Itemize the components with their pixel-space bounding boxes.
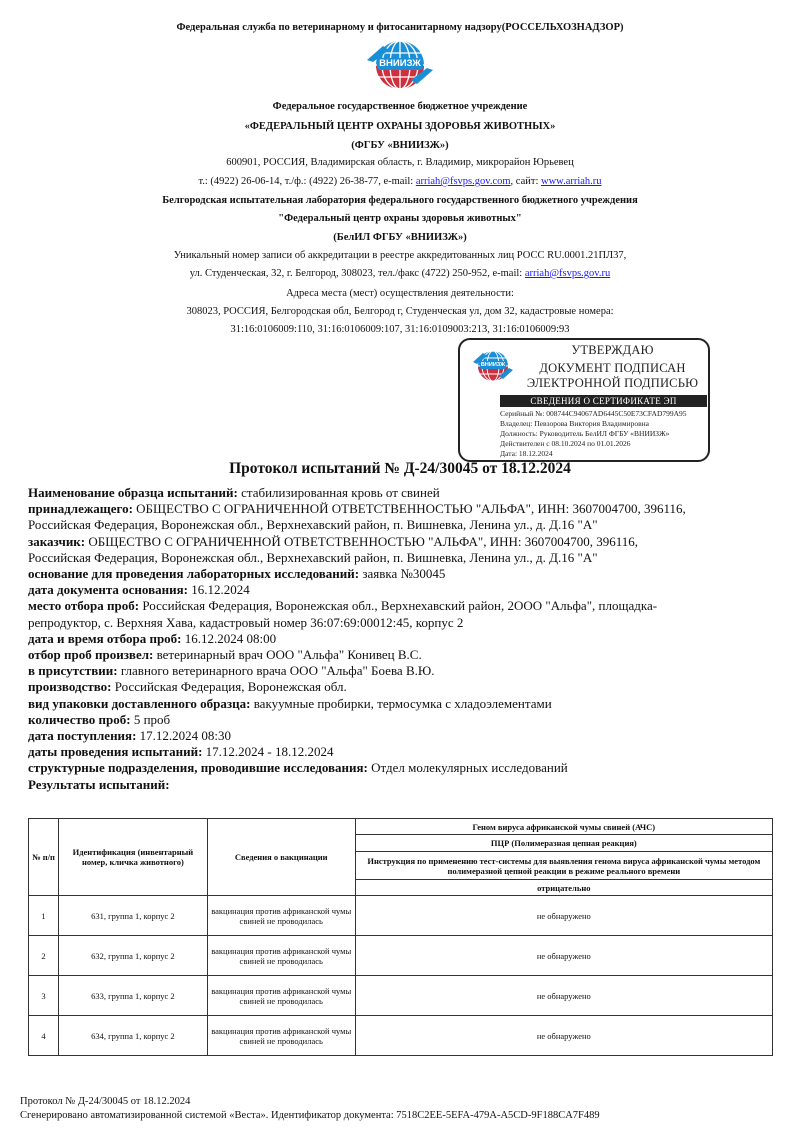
field-production: [28, 679, 788, 695]
field-label: производство:: [28, 679, 112, 695]
email-link[interactable]: arriah@fsvps.gov.com: [415, 176, 511, 187]
field-value: ОБЩЕСТВО С ОГРАНИЧЕННОЙ ОТВЕТСТВЕННОСТЬЮ "АЛЬФА", ИНН: 3607004700, 396116,: [85, 533, 638, 549]
stamp-signed-2: ЭЛЕКТРОННОЙ ПОДПИСЬЮ: [526, 376, 699, 390]
stamp-logo-text: ВНИИЗЖ: [480, 362, 506, 368]
table-row: [29, 936, 773, 976]
field-label: отбор проб произвел:: [28, 647, 154, 663]
field-value: заявка №30045: [359, 566, 446, 582]
lab-line-2: "Федеральный центр охраны здоровья животных": [278, 213, 522, 224]
field-label: количество проб:: [28, 711, 131, 727]
cell-result: не обнаружено: [355, 976, 772, 1016]
field-label: в присутствии:: [28, 663, 118, 679]
vniizh-logo: [363, 38, 437, 92]
stamp-logo: [472, 348, 514, 384]
results-heading: [28, 777, 788, 793]
stamp-signed-1: ДОКУМЕНТ ПОДПИСАН: [539, 361, 686, 375]
site-label: , сайт:: [510, 176, 541, 187]
field-label: даты проведения испытаний:: [28, 744, 203, 760]
signature-stamp: [458, 338, 710, 462]
table-row: [29, 976, 773, 1016]
field-owner-cont: Российская Федерация, Воронежская обл., Верхнехавский район, п. Вишневка, Ленина ул., д. Д.16 "А": [28, 517, 598, 533]
field-sampling-place: [28, 598, 788, 614]
col-header-norm: отрицательно: [355, 880, 772, 896]
field-label: структурные подразделения, проводившие исследования:: [28, 760, 368, 776]
agency-name: Федеральная служба по ветеринарному и фитосанитарному надзору(РОССЕЛЬХОЗНАДЗОР): [176, 22, 624, 33]
field-value: 17.12.2024 - 18.12.2024: [202, 744, 334, 760]
field-value: Российская Федерация, Воронежская обл., Верхнехавский район, 2ООО "Альфа", площадка-: [139, 598, 658, 614]
field-value: Российская Федерация, Воронежская обл.: [111, 679, 347, 695]
cell-result: не обнаружено: [355, 896, 772, 936]
table-row: [29, 1016, 773, 1056]
cell-ident: 631, группа 1, корпус 2: [58, 896, 207, 936]
field-sampler: [28, 647, 788, 663]
field-value: 17.12.2024 08:30: [136, 728, 232, 744]
lab-email-link[interactable]: arriah@fsvps.gov.ru: [524, 268, 611, 279]
col-header-indicator: Геном вируса африканской чумы свиней (АЧС): [355, 819, 772, 835]
cell-vacc: вакцинация против африканской чумы свиней не проводилась: [207, 896, 355, 936]
protocol-fields: [28, 485, 788, 793]
field-value: ветеринарный врач ООО "Альфа" Конивец В.С.: [153, 647, 422, 663]
cell-num: 1: [29, 896, 59, 936]
cell-vacc: вакцинация против африканской чумы свиней не проводилась: [207, 976, 355, 1016]
field-sampling-place-cont: репродуктор, с. Верхняя Хава, кадастровый номер 36:07:69:00012:45, корпус 2: [28, 614, 464, 630]
field-test-dates: [28, 744, 788, 760]
col-header-method: ПЦР (Полимеразная цепная реакция): [355, 835, 772, 852]
field-label: дата документа основания:: [28, 582, 188, 598]
cell-ident: 634, группа 1, корпус 2: [58, 1016, 207, 1056]
field-label: место отбора проб:: [28, 598, 140, 614]
institution-short: (ФГБУ «ВНИИЗЖ»): [351, 140, 449, 151]
activity-title: Адреса места (мест) осуществления деятельности:: [286, 288, 514, 299]
field-basis-date: [28, 582, 788, 598]
stamp-serial: Серийный №: 008744C94067AD6445C50E73CFAD799A95: [500, 409, 687, 418]
cell-result: не обнаружено: [355, 1016, 772, 1056]
cell-ident: 632, группа 1, корпус 2: [58, 936, 207, 976]
field-sample-count: [28, 712, 788, 728]
accreditation: Уникальный номер записи об аккредитации в реестре аккредитованных лиц РОСС RU.0001.21ПЛ37,: [173, 250, 627, 261]
cell-result: не обнаружено: [355, 936, 772, 976]
header-row: [29, 819, 773, 835]
field-value: стабилизированная кровь от свиней: [237, 485, 440, 500]
footer-protocol: Протокол № Д-24/30045 от 18.12.2024: [20, 1096, 191, 1107]
institution-address: 600901, РОССИЯ, Владимирская область, г. Владимир, микрорайон Юрьевец: [226, 157, 574, 168]
page-footer: [20, 1095, 600, 1123]
col-header-num: № п/п: [29, 819, 59, 896]
logo-text: ВНИИЗЖ: [379, 58, 421, 69]
field-value: 16.12.2024 08:00: [181, 630, 277, 646]
field-label: основание для проведения лабораторных исследований:: [28, 566, 360, 582]
institution-name: «ФЕДЕРАЛЬНЫЙ ЦЕНТР ОХРАНЫ ЗДОРОВЬЯ ЖИВОТНЫХ»: [244, 121, 556, 132]
activity-address: 308023, РОССИЯ, Белгородская обл, Белгород г, Студенческая ул, дом 32, кадастровые номера:: [186, 306, 614, 317]
field-value: Отдел молекулярных исследований: [367, 760, 568, 776]
field-customer: [28, 534, 788, 550]
field-value: ОБЩЕСТВО С ОГРАНИЧЕННОЙ ОТВЕТСТВЕННОСТЬЮ "АЛЬФА", ИНН: 3607004700, 396116,: [132, 501, 686, 517]
lab-contacts: [0, 268, 800, 279]
col-header-vacc: Сведения о вакцинации: [207, 819, 355, 896]
site-link[interactable]: www.arriah.ru: [541, 176, 602, 187]
stamp-date: Дата: 18.12.2024: [500, 449, 553, 458]
field-customer-cont: Российская Федерация, Воронежская обл., Верхнехавский район, п. Вишневка, Ленина ул., д. Д.16 "А": [28, 549, 598, 565]
lab-short: (БелИЛ ФГБУ «ВНИИЗЖ»): [333, 232, 467, 243]
cell-ident: 633, группа 1, корпус 2: [58, 976, 207, 1016]
stamp-approve: УТВЕРЖДАЮ: [571, 343, 654, 357]
field-departments: [28, 760, 788, 776]
cell-num: 2: [29, 936, 59, 976]
field-label: принадлежащего:: [28, 501, 133, 517]
field-label: дата поступления:: [28, 728, 137, 744]
field-sampling-datetime: [28, 631, 788, 647]
cell-vacc: вакцинация против африканской чумы свиней не проводилась: [207, 936, 355, 976]
field-label: Наименование образца испытаний:: [28, 485, 238, 500]
col-header-ident: Идентификация (инвентарный номер, кличка животного): [58, 819, 207, 896]
stamp-valid: Действителен с 08.10.2024 по 01.01.2026: [500, 439, 631, 448]
field-packaging: [28, 696, 788, 712]
cadastral-numbers: 31:16:0106009:110, 31:16:0106009:107, 31:16:0109003:213, 31:16:0106009:93: [230, 324, 570, 335]
field-sample-name: [28, 485, 788, 501]
field-basis: [28, 566, 788, 582]
cell-vacc: вакцинация против африканской чумы свиней не проводилась: [207, 1016, 355, 1056]
col-header-instruction: Инструкция по применению тест-системы для выявления генома вируса африканской чумы методом полимеразной цепной реакции в режиме реального времени: [355, 852, 772, 880]
field-value: вакуумные пробирки, термосумка с хладоэлементами: [250, 695, 552, 711]
table-row: [29, 896, 773, 936]
institution-type: Федеральное государственное бюджетное учреждение: [272, 101, 528, 112]
stamp-cert-header: СВЕДЕНИЯ О СЕРТИФИКАТЕ ЭП: [500, 395, 707, 407]
cell-num: 3: [29, 976, 59, 1016]
lab-contacts-text: ул. Студенческая, 32, г. Белгород, 308023, тел./факс (4722) 250-952, e-mail:: [189, 268, 525, 279]
contacts-text: т.: (4922) 26-06-14, т./ф.: (4922) 26-38-77, e-mail:: [198, 176, 416, 187]
field-label: дата и время отбора проб:: [28, 630, 182, 646]
stamp-owner: Владелец: Певзорова Виктория Владимировна: [500, 419, 649, 428]
field-owner: [28, 501, 788, 517]
field-value: 5 проб: [130, 711, 171, 727]
field-label: заказчик:: [28, 533, 86, 549]
protocol-title: Протокол испытаний № Д-24/30045 от 18.12.2024: [229, 460, 571, 477]
stamp-position: Должность: Руководитель БелИЛ ФГБУ «ВНИИЗЖ»: [500, 429, 670, 438]
field-label: Результаты испытаний:: [28, 776, 170, 792]
institution-contacts: [0, 176, 800, 187]
lab-line-1: Белгородская испытательная лаборатория федерального государственного бюджетного учреждения: [162, 195, 638, 206]
footer-generated: Сгенерировано автоматизированной системой «Веста». Идентификатор документа: 7518C2EE-5EFA-479A-A5CD-9F188CA7F489: [20, 1110, 600, 1121]
field-label: вид упаковки доставленного образца:: [28, 695, 251, 711]
field-value: 16.12.2024: [187, 582, 250, 598]
field-received: [28, 728, 788, 744]
field-presence: [28, 663, 788, 679]
field-value: главного ветеринарного врача ООО "Альфа" Боева В.Ю.: [117, 663, 435, 679]
cell-num: 4: [29, 1016, 59, 1056]
results-table: [28, 818, 773, 1056]
